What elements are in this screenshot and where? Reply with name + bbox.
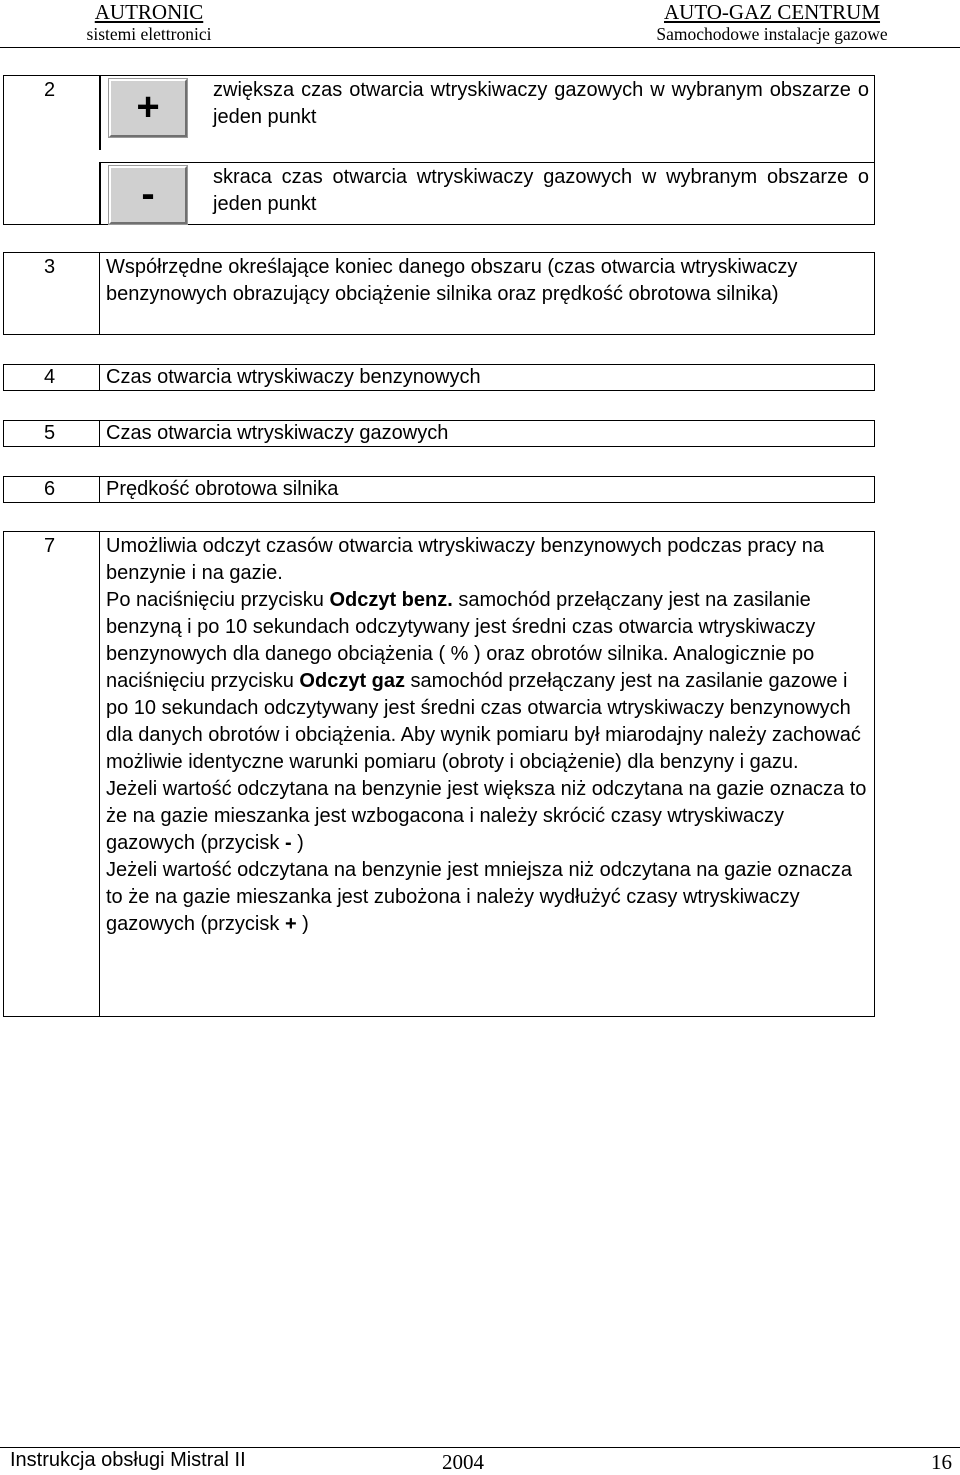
row-number: 5 <box>4 421 100 446</box>
header-left-subtitle: sistemi elettronici <box>86 24 212 45</box>
row-text: Prędkość obrotowa silnika <box>106 478 339 500</box>
minus-button[interactable]: - <box>109 166 187 224</box>
header-right-title: AUTO-GAZ CENTRUM <box>663 0 881 24</box>
row-number: 4 <box>4 365 100 390</box>
header-right-subtitle: Samochodowe instalacje gazowe <box>656 24 888 45</box>
plus-subrow <box>101 76 874 150</box>
row-text <box>106 532 868 938</box>
text-span: Po naciśnięciu przycisku <box>106 589 330 611</box>
paragraph-intro: Umożliwia odczyt czasów otwarcia wtryskiwaczy benzynowych podczas pracy na benzynie i na gazie. <box>106 535 825 584</box>
minus-subrow <box>101 162 874 225</box>
text-span: samochód przełączany jest na zasilanie benzyną i po 10 sekundach odczytywany jest średni czas otwarcia wtryskiwaczy benzynowych dla danego obciążenia ( % ) oraz obrotów silnika. Analogicznie po naciśnięciu przycisku <box>106 589 816 692</box>
table-row-6 <box>3 476 875 503</box>
footer-year: 2004 <box>442 1450 484 1474</box>
paragraph-lean-mixture <box>106 857 868 938</box>
minus-description: skraca czas otwarcia wtryskiwaczy gazowych w wybranym obszarze o jeden punkt <box>213 166 869 215</box>
text-span: Jeżeli wartość odczytana na benzynie jest mniejsza niż odczytana na gazie oznacza to że na gazie mieszanka jest zubożona i należy wydłużyć czasy wtryskiwaczy gazowych (przycisk <box>106 859 852 935</box>
header-divider <box>0 47 960 48</box>
table-row-2 <box>3 75 875 225</box>
footer-divider <box>0 1447 960 1448</box>
row-text: Czas otwarcia wtryskiwaczy benzynowych <box>106 366 481 388</box>
plus-symbol: + <box>284 913 297 935</box>
table-row-4 <box>3 364 875 391</box>
header-left <box>78 0 220 44</box>
plus-button[interactable]: + <box>109 79 187 137</box>
table-row-5 <box>3 420 875 447</box>
paragraph-procedure <box>106 587 868 776</box>
table-row-7 <box>3 531 875 1017</box>
page-number: 16 <box>931 1450 952 1474</box>
odczyt-gaz-label: Odczyt gaz <box>299 670 405 692</box>
row-text: Współrzędne określające koniec danego obszaru (czas otwarcia wtryskiwaczy benzynowych obrazujący obciążenie silnika oraz prędkość obrotowa silnika) <box>106 256 798 305</box>
row-number: 2 <box>44 79 56 101</box>
text-span: ) <box>291 832 304 854</box>
text-span: samochód przełączany jest na zasilanie gazowe i po 10 sekundach odczytywany jest średni czas otwarcia wtryskiwaczy benzynowych dla danych obrotów i obciążenia. Aby wynik pomiaru był miarodajny należy zachować możliwie identyczne warunki pomiaru (obroty i obciążenie) dla benzyny i gazu. <box>106 670 861 773</box>
paragraph-rich-mixture <box>106 776 868 857</box>
table-row-3 <box>3 252 875 335</box>
header-right <box>642 0 902 44</box>
row-text: Czas otwarcia wtryskiwaczy gazowych <box>106 422 449 444</box>
odczyt-benz-label: Odczyt benz. <box>329 589 453 611</box>
row-number: 7 <box>4 532 100 1016</box>
header-left-title: AUTRONIC <box>94 0 204 24</box>
text-span: ) <box>296 913 309 935</box>
footer-document-title: Instrukcja obsługi Mistral II <box>10 1449 246 1471</box>
text-span: Jeżeli wartość odczytana na benzynie jest większa niż odczytana na gazie oznacza to że na gazie mieszanka jest wzbogacona i należy skrócić czasy wtryskiwaczy gazowych (przycisk <box>106 778 867 854</box>
row-number: 3 <box>4 253 100 334</box>
minus-symbol: - <box>284 832 292 854</box>
row-number: 6 <box>4 477 100 502</box>
plus-description: zwiększa czas otwarcia wtryskiwaczy gazowych w wybranym obszarze o jeden punkt <box>213 79 869 128</box>
